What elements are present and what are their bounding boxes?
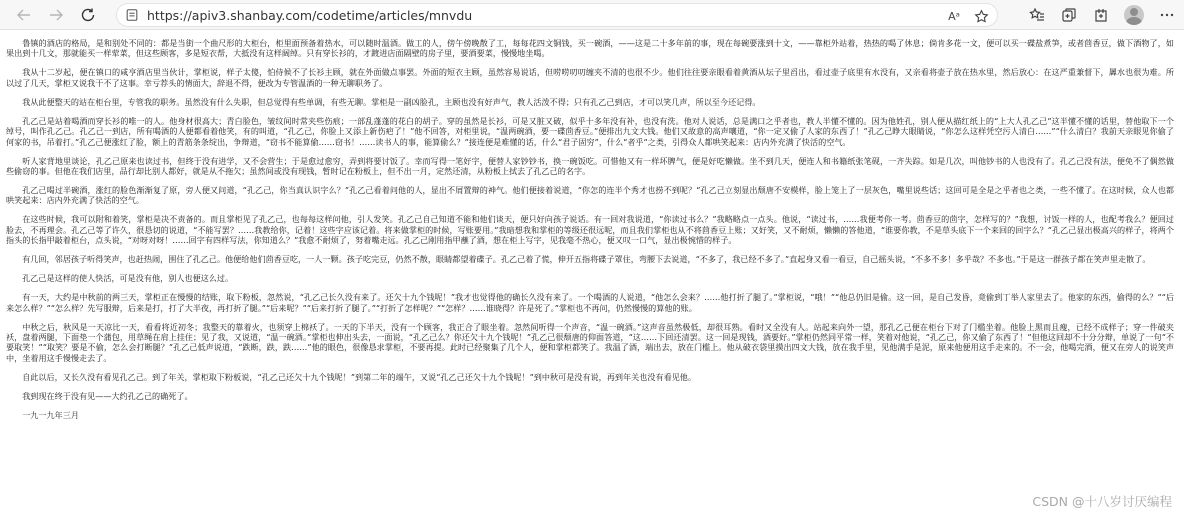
collections-icon[interactable]: [1060, 6, 1078, 24]
read-aloud-icon[interactable]: Aᵃ: [948, 9, 960, 23]
more-options-icon[interactable]: [1158, 6, 1176, 24]
back-button[interactable]: [8, 2, 40, 28]
paragraph: 听人家背地里谈论，孔乙己原来也读过书，但终于没有进学，又不会营生；于是愈过愈穷，弄到将要讨饭了。幸而写得一笔好字，便替人家钞钞书，换一碗饭吃。可惜他又有一样坏脾气，便是好吃懒做。坐不到几天，便连人和书籍纸张笔砚，一齐失踪。如是几次，叫他钞书的人也没有了。孔乙己没有法，便免不了偶然做些偷窃的事。但他在我们店里，品行却比别人都好，就是从不拖欠；虽然间或没有现钱，暂时记在粉板上，但不出一月，定然还清，从粉板上拭去了孔乙己的名字。: [6, 155, 1174, 177]
arrow-right-icon: [48, 7, 64, 23]
paragraph: 在这些时候，我可以附和着笑，掌柜是决不责备的。而且掌柜见了孔乙己，也每每这样问他，引人发笑。孔乙己自己知道不能和他们谈天，便只好向孩子说话。有一回对我说道，“你读过书么？”我略略点一点头。他说，“读过书，……我便考你一考。茴香豆的茴字，怎样写的？”我想，讨饭一样的人，也配考我么？便回过脸去，不再理会。孔乙己等了许久，很恳切的说道，“不能写罢？……我教给你，记着！这些字应该记着。将来做掌柜的时候，写账要用。”我暗想我和掌柜的等级还很远呢，而且我们掌柜也从不将茴香豆上账；又好笑，又不耐烦，懒懒的答他道，“谁要你教，不是草头底下一个来回的回字么？”孔乙己显出极高兴的样子，将两个指头的长指甲敲着柜台，点头说，“对呀对呀！……回字有四样写法，你知道么？”我愈不耐烦了，努着嘴走远。孔乙己刚用指甲蘸了酒，想在柜上写字，见我毫不热心，便又叹一口气，显出极惋惜的样子。: [6, 214, 1174, 246]
profile-avatar[interactable]: [1124, 5, 1144, 25]
paragraph: 有几回，邻居孩子听得笑声，也赶热闹，围住了孔乙己。他便给他们茴香豆吃，一人一颗。孩子吃完豆，仍然不散，眼睛都望着碟子。孔乙己着了慌，伸开五指将碟子罩住，弯腰下去说道，“不多了，我已经不多了。”直起身又看一看豆，自己摇头说，“不多不多！多乎哉？不多也。”于是这一群孩子都在笑声里走散了。: [22, 254, 1151, 265]
browser-right-tools: [1028, 3, 1176, 27]
paragraph: 有一天，大约是中秋前的两三天，掌柜正在慢慢的结账，取下粉板，忽然说，“孔乙己长久没有来了。还欠十九个钱呢！”我才也觉得他的确长久没有来了。一个喝酒的人说道，“他怎么会来？……他打折了腿了。”掌柜说，“哦！”“他总仍旧是偷。这一回，是自己发昏，竟偷到丁举人家里去了。他家的东西，偷得的么？”“后来怎么样？”“怎么样？先写服辩，后来是打，打了大半夜，再打折了腿。”“后来呢？”“后来打折了腿了。”“打折了怎样呢？”“怎样？……谁晓得？许是死了。”掌柜也不再问，仍然慢慢的算他的账。: [6, 292, 1174, 313]
paragraph: 孔乙己喝过半碗酒，涨红的脸色渐渐复了原，旁人便又问道，“孔乙己，你当真认识字么？”孔乙己看着问他的人，显出不屑置辩的神气。他们便接着说道，“你怎的连半个秀才也捞不到呢？”孔乙己立刻显出颓唐不安模样，脸上笼上了一层灰色，嘴里说些话；这回可是全是之乎者也之类，一些不懂了。在这时候，众人也都哄笑起来：店内外充满了快活的空气。: [6, 185, 1174, 206]
url-text[interactable]: https://apiv3.shanbay.com/codetime/articles/mnvdu: [147, 7, 473, 23]
refresh-button[interactable]: [72, 2, 104, 28]
paragraph: 孔乙己是站着喝酒而穿长衫的唯一的人。他身材很高大；青白脸色，皱纹间时常夹些伤痕；一部乱蓬蓬的花白的胡子。穿的虽然是长衫，可是又脏又破，似乎十多年没有补，也没有洗。他对人说话，总是满口之乎者也，教人半懂不懂的。因为他姓孔，别人便从描红纸上的“上大人孔乙己”这半懂不懂的话里，替他取下一个绰号，叫作孔乙己。孔乙己一到店，所有喝酒的人便都看着他笑，有的叫道，“孔乙己，你脸上又添上新伤疤了！”他不回答，对柜里说，“温两碗酒，要一碟茴香豆。”便排出九文大钱。他们又故意的高声嚷道，“你一定又偷了人家的东西了！”孔乙己睁大眼睛说，“你怎么这样凭空污人清白……”“什么清白？我前天亲眼见你偷了何家的书，吊着打。”孔乙己便涨红了脸，额上的青筋条条绽出，争辩道，“窃书不能算偷……窃书！……读书人的事，能算偷么？”接连便是难懂的话，什么“君子固穷”，什么“者乎”之类，引得众人都哄笑起来：店内外充满了快活的空气。: [6, 115, 1174, 147]
paragraph: 孔乙己是这样的使人快活，可是没有他，别人也便这么过。: [22, 273, 234, 284]
paragraph: 我到现在终于没有见——大约孔乙己的确死了。: [22, 390, 193, 401]
watermark: CSDN @十八岁讨厌编程: [1032, 494, 1172, 509]
article-body: [6, 38, 1174, 429]
history-icon[interactable]: [1092, 6, 1110, 24]
paragraph: 鲁镇的酒店的格局，是和别处不同的：都是当街一个曲尺形的大柜台，柜里面预备着热水，可以随时温酒。做工的人，傍午傍晚散了工，每每花四文铜钱，买一碗酒，——这是二十多年前的事，现在每碗要涨到十文，——靠柜外站着，热热的喝了休息；倘肯多花一文，便可以买一碟盐煮笋，或者茴香豆，做下酒物了，如果出到十几文，那就能买一样荤菜，但这些顾客，多是短衣帮，大抵没有这样阔绰。只有穿长衫的，才踱进店面隔壁的房子里，要酒要菜，慢慢地坐喝。: [6, 38, 1174, 59]
paragraph: 中秋之后，秋风是一天凉比一天，看看将近初冬；我整天的靠着火，也须穿上棉袄了。一天的下半天，没有一个顾客，我正合了眼坐着。忽然间听得一个声音，“温一碗酒。”这声音虽然极低，却很耳熟。看时又全没有人。站起来向外一望，那孔乙己便在柜台下对了门槛坐着。他脸上黑而且瘦，已经不成样子；穿一件破夹袄，盘着两腿，下面垫一个蒲包，用草绳在肩上挂住；见了我，又说道，“温一碗酒。”掌柜也伸出头去，一面说，“孔乙己么？你还欠十九个钱呢！”孔乙己很颓唐的仰面答道，“这……下回还清罢。这一回是现钱，酒要好。”掌柜仍然同平常一样，笑着对他说，“孔乙己，你又偷了东西了！”但他这回却不十分分辩，单说了一句“不要取笑！”“取笑？要是不偷，怎么会打断腿？”孔乙己低声说道，“跌断，跌，跌……”他的眼色，很像恳求掌柜，不要再提。此时已经聚集了几个人，便和掌柜都笑了。我温了酒，端出去，放在门槛上。他从破衣袋里摸出四文大钱，放在我手里，见他满手是泥，原来他便用这手走来的。不一会，他喝完酒，便又在旁人的说笑声中，坐着用这手慢慢走去了。: [6, 321, 1174, 363]
favorite-icon[interactable]: [974, 9, 989, 24]
favorites-icon[interactable]: [1028, 6, 1046, 24]
forward-button[interactable]: [40, 2, 72, 28]
paragraph: 我从十二岁起，便在镇口的咸亨酒店里当伙计，掌柜说，样子太傻，怕侍候不了长衫主顾，就在外面做点事罢。外面的短衣主顾，虽然容易说话，但唠唠叨叨缠夹不清的也很不少。他们往往要亲眼看着黄酒从坛子里舀出，看过壶子底里有水没有，又亲看将壶子放在热水里，然后放心：在这严重兼督下，羼水也很为难。所以过了几天，掌柜又说我干不了这事。幸亏荐头的情面大，辞退不得，便改为专管温酒的一种无聊职务了。: [6, 67, 1174, 88]
refresh-icon: [80, 7, 96, 23]
article-date: 一九一九年三月: [22, 409, 79, 420]
arrow-left-icon: [16, 7, 32, 23]
address-bar-actions: [948, 7, 989, 25]
page-info-icon[interactable]: [125, 8, 139, 22]
browser-toolbar: [0, 0, 1184, 30]
paragraph: 我从此便整天的站在柜台里，专管我的职务。虽然没有什么失职，但总觉得有些单调，有些无聊。掌柜是一副凶脸孔，主顾也没有好声气，教人活泼不得；只有孔乙己到店，才可以笑几声，所以至今还记得。: [22, 96, 761, 107]
paragraph: 自此以后，又长久没有看见孔乙己。到了年关，掌柜取下粉板说，“孔乙己还欠十九个钱呢！”到第二年的端午，又说“孔乙己还欠十九个钱呢！”到中秋可是没有说，再到年关也没有看见他。: [22, 371, 697, 382]
address-bar[interactable]: [116, 3, 998, 27]
